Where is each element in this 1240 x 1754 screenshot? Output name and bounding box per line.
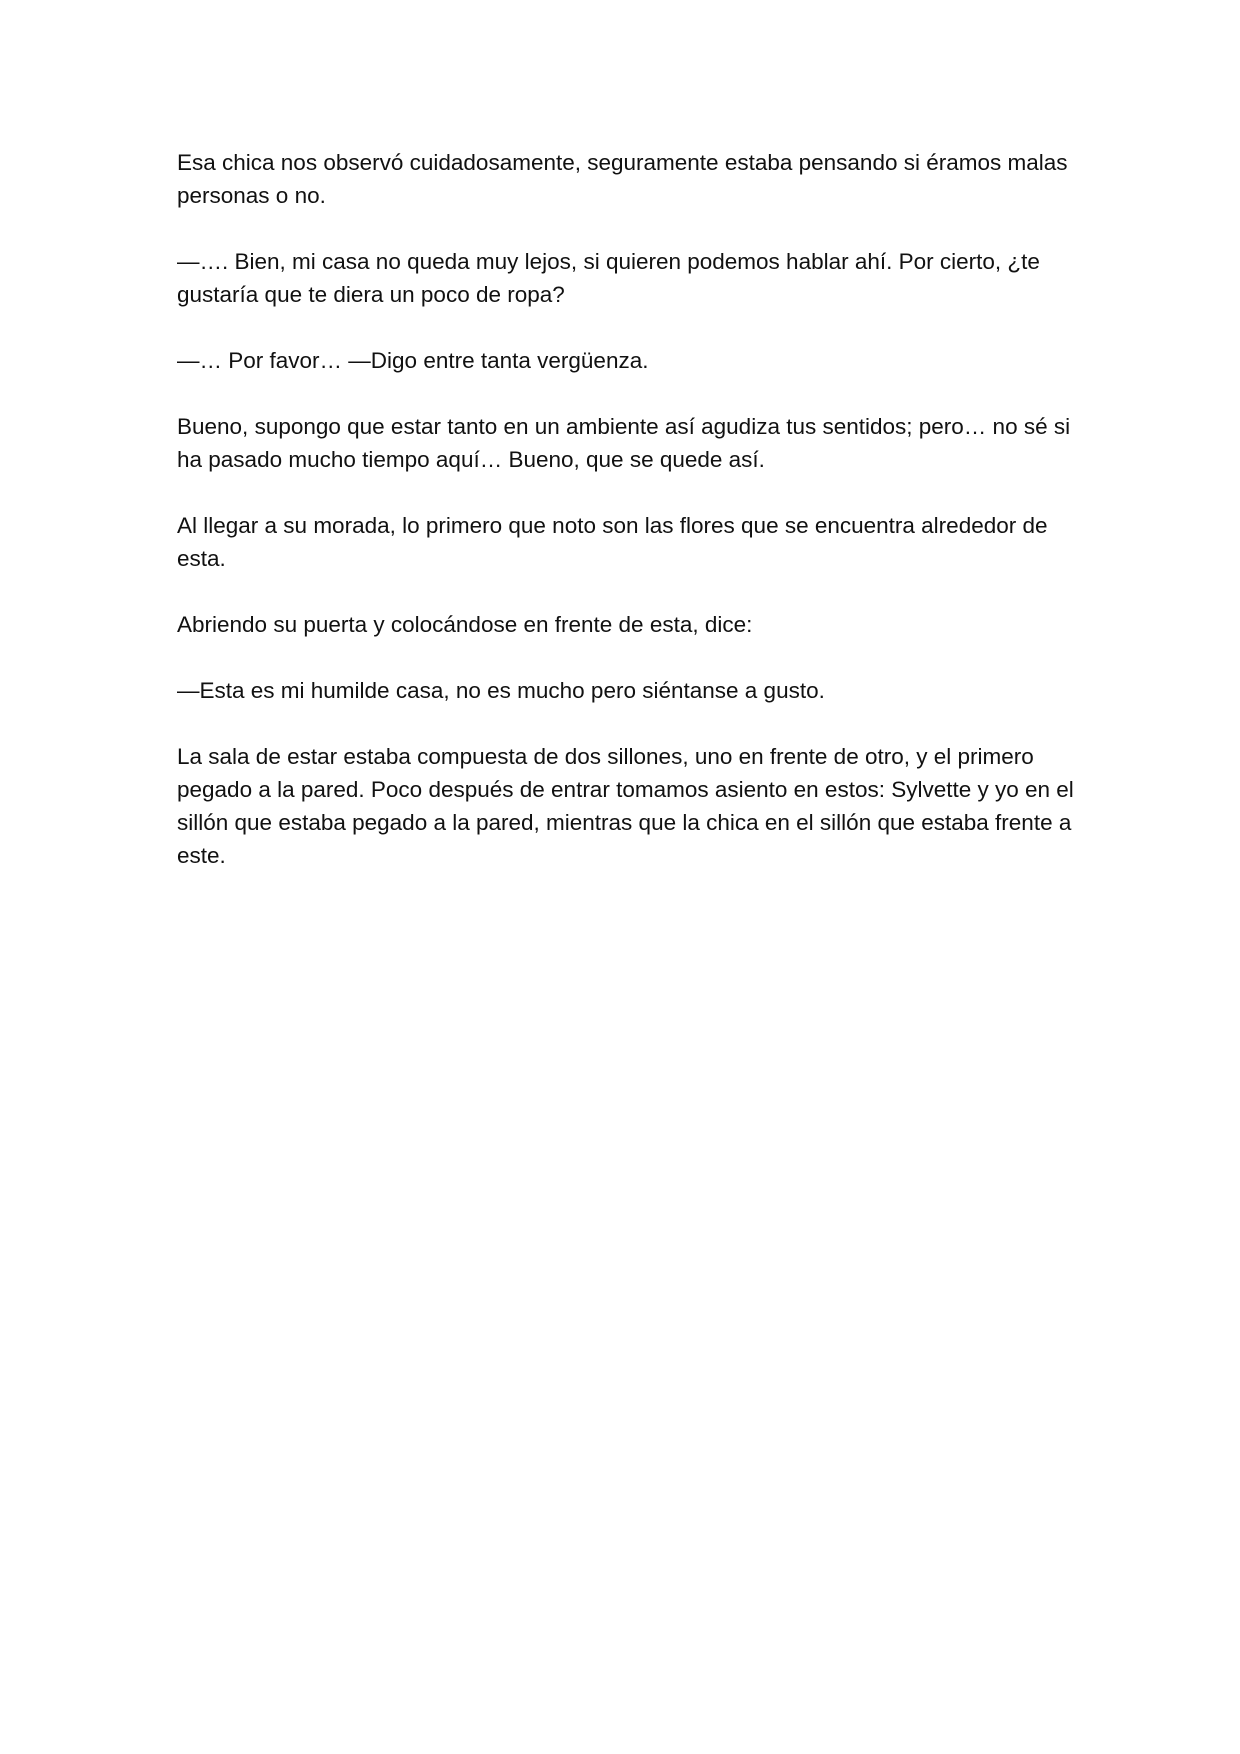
paragraph: Bueno, supongo que estar tanto en un ambiente así agudiza tus sentidos; pero… no sé si ha pasado mucho tiempo aquí… Bueno, que se quede así.	[177, 414, 1071, 472]
document-body	[177, 146, 1077, 905]
paragraph: La sala de estar estaba compuesta de dos sillones, uno en frente de otro, y el primero pegado a la pared. Poco después de entrar tomamos asiento en estos: Sylvette y yo en el sillón que estaba pegado a la pared, mientras que la chica en el sillón que estaba frente a este.	[177, 744, 1074, 868]
paragraph: —Esta es mi humilde casa, no es mucho pero siéntanse a gusto.	[177, 678, 825, 703]
paragraph: Esa chica nos observó cuidadosamente, seguramente estaba pensando si éramos malas personas o no.	[177, 150, 1068, 208]
paragraph: Abriendo su puerta y colocándose en frente de esta, dice:	[177, 612, 753, 637]
paragraph: —…. Bien, mi casa no queda muy lejos, si quieren podemos hablar ahí. Por cierto, ¿te gustaría que te diera un poco de ropa?	[177, 249, 1040, 307]
paragraph: Al llegar a su morada, lo primero que noto son las flores que se encuentra alrededor de esta.	[177, 513, 1048, 571]
paragraph: —… Por favor… —Digo entre tanta vergüenza.	[177, 348, 649, 373]
